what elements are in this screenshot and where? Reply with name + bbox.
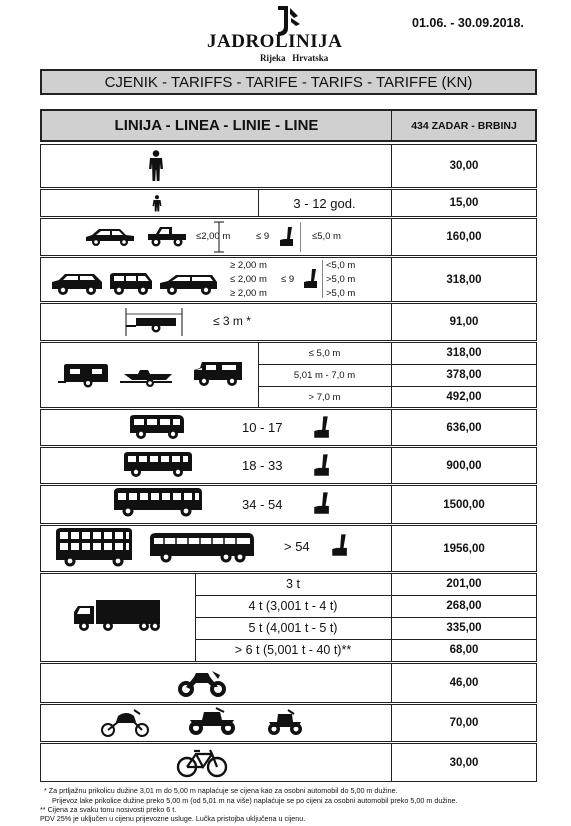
price-truck-3: 335,00 [446, 622, 482, 634]
truck-weight-3: 5 t (4,001 t - 5 t) [248, 621, 338, 635]
price-bus-medium: 900,00 [446, 459, 482, 472]
price-truck-2: 268,00 [446, 600, 482, 612]
scooter-icon [100, 708, 152, 738]
truck-weight-1: 3 t [286, 577, 300, 591]
caravan-icon [58, 362, 110, 388]
bus-large-seats: 34 - 54 [242, 497, 283, 512]
coach-bus-icon [148, 530, 256, 564]
seat-icon [312, 491, 330, 515]
motorcycle-icon [176, 667, 228, 699]
caravan-length-2: 5,01 m - 7,0 m [293, 369, 356, 381]
price-bus-large: 1500,00 [443, 498, 485, 511]
van-icon [108, 270, 154, 297]
bus-medium-seats: 18 - 33 [242, 458, 283, 473]
route-name: 434 ZADAR - BRBINJ [411, 119, 517, 132]
price-large-car: 318,00 [446, 273, 482, 286]
large-car-height-3: ≥ 2,00 m [230, 288, 267, 299]
price-motorcycle: 46,00 [449, 677, 479, 689]
bus-large-icon [112, 486, 204, 518]
price-bicycle: 30,00 [449, 756, 479, 769]
child-passenger-icon [152, 195, 162, 212]
large-car-length-3: >5,0 m [326, 288, 356, 299]
boat-trailer-icon [120, 366, 176, 388]
seat-icon [278, 226, 294, 247]
price-bus-xl: 1956,00 [443, 542, 485, 555]
car-height: ≤2,00 m [196, 231, 231, 242]
footnote-3: ** Cijena za svaku tonu nosivosti preko 6 t. [40, 805, 177, 814]
car-length: ≤5,0 m [312, 231, 341, 242]
price-caravan-3: 492,00 [446, 391, 482, 403]
minibus-seats: 10 - 17 [242, 420, 283, 435]
trailer-length: ≤ 3 m * [213, 314, 251, 328]
large-car-seats: ≤ 9 [281, 274, 295, 285]
caravan-length-1: ≤ 5,0 m [308, 347, 341, 359]
large-car-height-1: ≥ 2,00 m [230, 260, 267, 271]
validity-dates: 01.06. - 30.09.2018. [412, 16, 524, 30]
car-icon [84, 227, 136, 247]
double-decker-bus-icon [54, 526, 134, 568]
suv-icon [50, 271, 104, 297]
large-car-length-1: <5,0 m [326, 260, 356, 271]
quad-bike-small-icon [266, 708, 304, 738]
quad-bike-icon [186, 706, 238, 738]
title-bar [40, 69, 537, 95]
price-adult: 30,00 [449, 160, 479, 172]
jeep-icon [146, 225, 188, 248]
footnote-1: * Za prtljažnu prikolicu dužine 3,01 m do 5,00 m naplaćuje se cijena kao za osobni automobil do 5,00 m dužine. [44, 786, 398, 795]
price-truck-4: 68,00 [449, 644, 479, 656]
truck-weight-2: 4 t (3,001 t - 4 t) [248, 599, 338, 613]
seat-icon [312, 453, 330, 477]
footnote-2: Prijevoz lake prikolice dužine preko 5,00 m (od 5,01 m na više) naplaćuje se po cijeni za osobni automobil preko 5,00 m dužine. [52, 796, 458, 805]
minibus-icon [128, 413, 186, 441]
truck-weight-4: > 6 t (5,001 t - 40 t)** [234, 643, 352, 657]
page-title: CJENIK - TARIFFS - TARIFE - TARIFS - TARIFFE (KN) [104, 73, 473, 91]
bus-xl-seats: > 54 [284, 539, 310, 554]
child-age-range: 3 - 12 god. [293, 195, 356, 211]
logo-text: JADROLINIJA [207, 31, 343, 52]
line-label: LINIJA - LINEA - LINIE - LINE [114, 117, 319, 134]
large-car-height-2: ≤ 2,00 m [230, 274, 267, 285]
price-truck-1: 201,00 [446, 578, 482, 590]
price-trailer: 91,00 [449, 316, 479, 328]
station-wagon-icon [158, 272, 220, 297]
trailer-icon [122, 306, 186, 338]
price-caravan-1: 318,00 [446, 347, 482, 359]
price-caravan-2: 378,00 [446, 369, 482, 381]
price-minibus: 636,00 [446, 421, 482, 434]
price-child: 15,00 [449, 197, 479, 209]
seat-icon [312, 415, 330, 439]
seat-icon [302, 268, 318, 289]
car-seats: ≤ 9 [256, 231, 270, 242]
adult-passenger-icon [148, 150, 164, 182]
logo-subtitle: Rijeka Hrvatska [260, 53, 329, 63]
price-quad: 70,00 [449, 717, 479, 729]
seat-icon [330, 533, 348, 557]
footnote-4: PDV 25% je uključen u cijenu prijevozne usluge. Lučka pristojba uključena u cijenu. [40, 814, 306, 823]
bicycle-icon [176, 746, 228, 778]
large-car-length-2: >5,0 m [326, 274, 356, 285]
price-car: 160,00 [446, 231, 482, 243]
camper-icon [192, 360, 244, 388]
caravan-length-3: > 7,0 m [308, 391, 341, 403]
truck-icon [72, 598, 162, 634]
bus-medium-icon [122, 450, 194, 478]
